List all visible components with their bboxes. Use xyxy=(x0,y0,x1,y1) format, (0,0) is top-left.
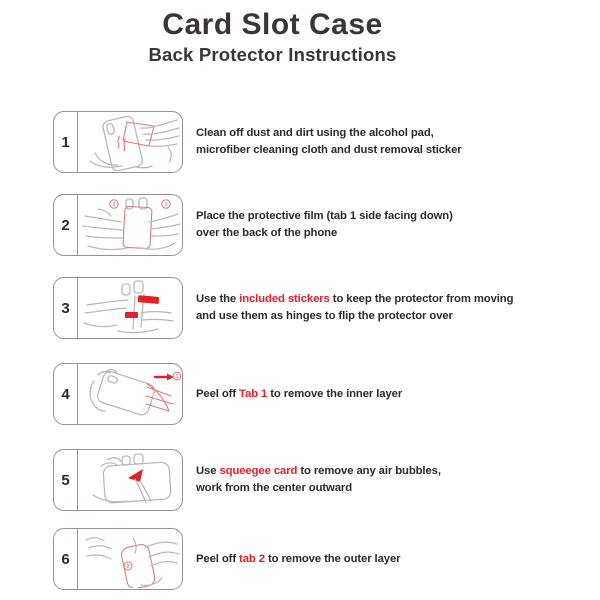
step-1-line1 xyxy=(196,125,462,142)
hands-peeling-tab2-outer-layer-illustration xyxy=(78,530,182,588)
svg-text:1: 1 xyxy=(164,202,168,208)
step-2-illustration xyxy=(78,195,182,255)
step-2-line2: over the back of the phone xyxy=(196,227,338,239)
step-6-illustration xyxy=(78,529,182,589)
step-2-line1 xyxy=(196,208,453,225)
step-4-line1-pre: Peel off xyxy=(196,387,240,400)
hand-using-squeegee-card-illustration xyxy=(78,451,182,509)
svg-text:2: 2 xyxy=(126,564,130,570)
page-title: Card Slot Case xyxy=(162,8,383,41)
step-6-line1-red: tab 2 xyxy=(239,552,265,565)
svg-text:2: 2 xyxy=(112,202,116,208)
step-1-line1-pre: Clean off dust and dirt using the alcohol pad, xyxy=(196,127,434,139)
step-3-illustration xyxy=(78,278,182,338)
step-row-3 xyxy=(53,276,513,340)
step-6-line1-pre: Peel off xyxy=(196,552,240,565)
step-3-line1-red: included stickers xyxy=(239,293,330,305)
step-6-line1-post: to remove the outer layer xyxy=(264,552,401,565)
header xyxy=(0,8,545,66)
step-3-line2: and use them as hinges to flip the protector over xyxy=(196,310,453,322)
step-5-number: 5 xyxy=(54,450,78,510)
step-5-line1-post: to remove any air bubbles, xyxy=(297,465,441,477)
hands-applying-stickers-illustration xyxy=(78,279,182,337)
step-6-box xyxy=(53,528,183,590)
step-1-box xyxy=(53,111,183,173)
step-3-text xyxy=(196,291,513,325)
step-row-4 xyxy=(53,362,402,426)
page-subtitle: Back Protector Instructions xyxy=(148,44,397,65)
step-5-line1-pre: Use xyxy=(196,465,220,477)
step-4-number: 4 xyxy=(54,364,78,424)
step-row-6 xyxy=(53,527,400,591)
step-2-box xyxy=(53,194,183,256)
step-3-box xyxy=(53,277,183,339)
step-6-text xyxy=(196,551,400,568)
step-row-2 xyxy=(53,193,453,257)
step-4-illustration xyxy=(78,364,182,424)
step-2-text xyxy=(196,208,453,242)
step-4-line1-red: Tab 1 xyxy=(239,387,268,400)
step-3-line1 xyxy=(196,291,513,308)
step-5-box xyxy=(53,449,183,511)
svg-text:1: 1 xyxy=(175,374,179,380)
step-6-line1 xyxy=(196,551,400,568)
step-5-line1 xyxy=(196,463,441,480)
step-row-1 xyxy=(53,110,462,174)
step-1-text xyxy=(196,125,462,159)
step-5-text xyxy=(196,463,441,497)
hands-placing-film-on-phone-illustration xyxy=(78,196,182,254)
step-3-line1-post: to keep the protector from moving xyxy=(329,293,514,305)
step-5-line2: work from the center outward xyxy=(196,482,353,494)
step-4-box xyxy=(53,363,183,425)
step-1-illustration xyxy=(78,112,182,172)
hands-wiping-phone-with-cloth-illustration xyxy=(78,113,182,171)
step-5-line1-red: squeegee card xyxy=(219,465,298,477)
step-4-line1 xyxy=(196,386,402,403)
step-5-illustration xyxy=(78,450,182,510)
step-2-line1-pre: Place the protective film (tab 1 side facing down) xyxy=(196,210,453,222)
step-1-line2: microfiber cleaning cloth and dust removal sticker xyxy=(196,144,462,156)
step-3-line1-pre: Use the xyxy=(196,293,240,305)
step-2-number: 2 xyxy=(54,195,78,255)
step-row-5 xyxy=(53,448,441,512)
step-6-number: 6 xyxy=(54,529,78,589)
step-1-number: 1 xyxy=(54,112,78,172)
step-4-line1-post: to remove the inner layer xyxy=(267,387,403,400)
hand-peeling-tab1-inner-layer-illustration xyxy=(78,365,182,423)
step-4-text xyxy=(196,386,402,403)
step-3-number: 3 xyxy=(54,278,78,338)
